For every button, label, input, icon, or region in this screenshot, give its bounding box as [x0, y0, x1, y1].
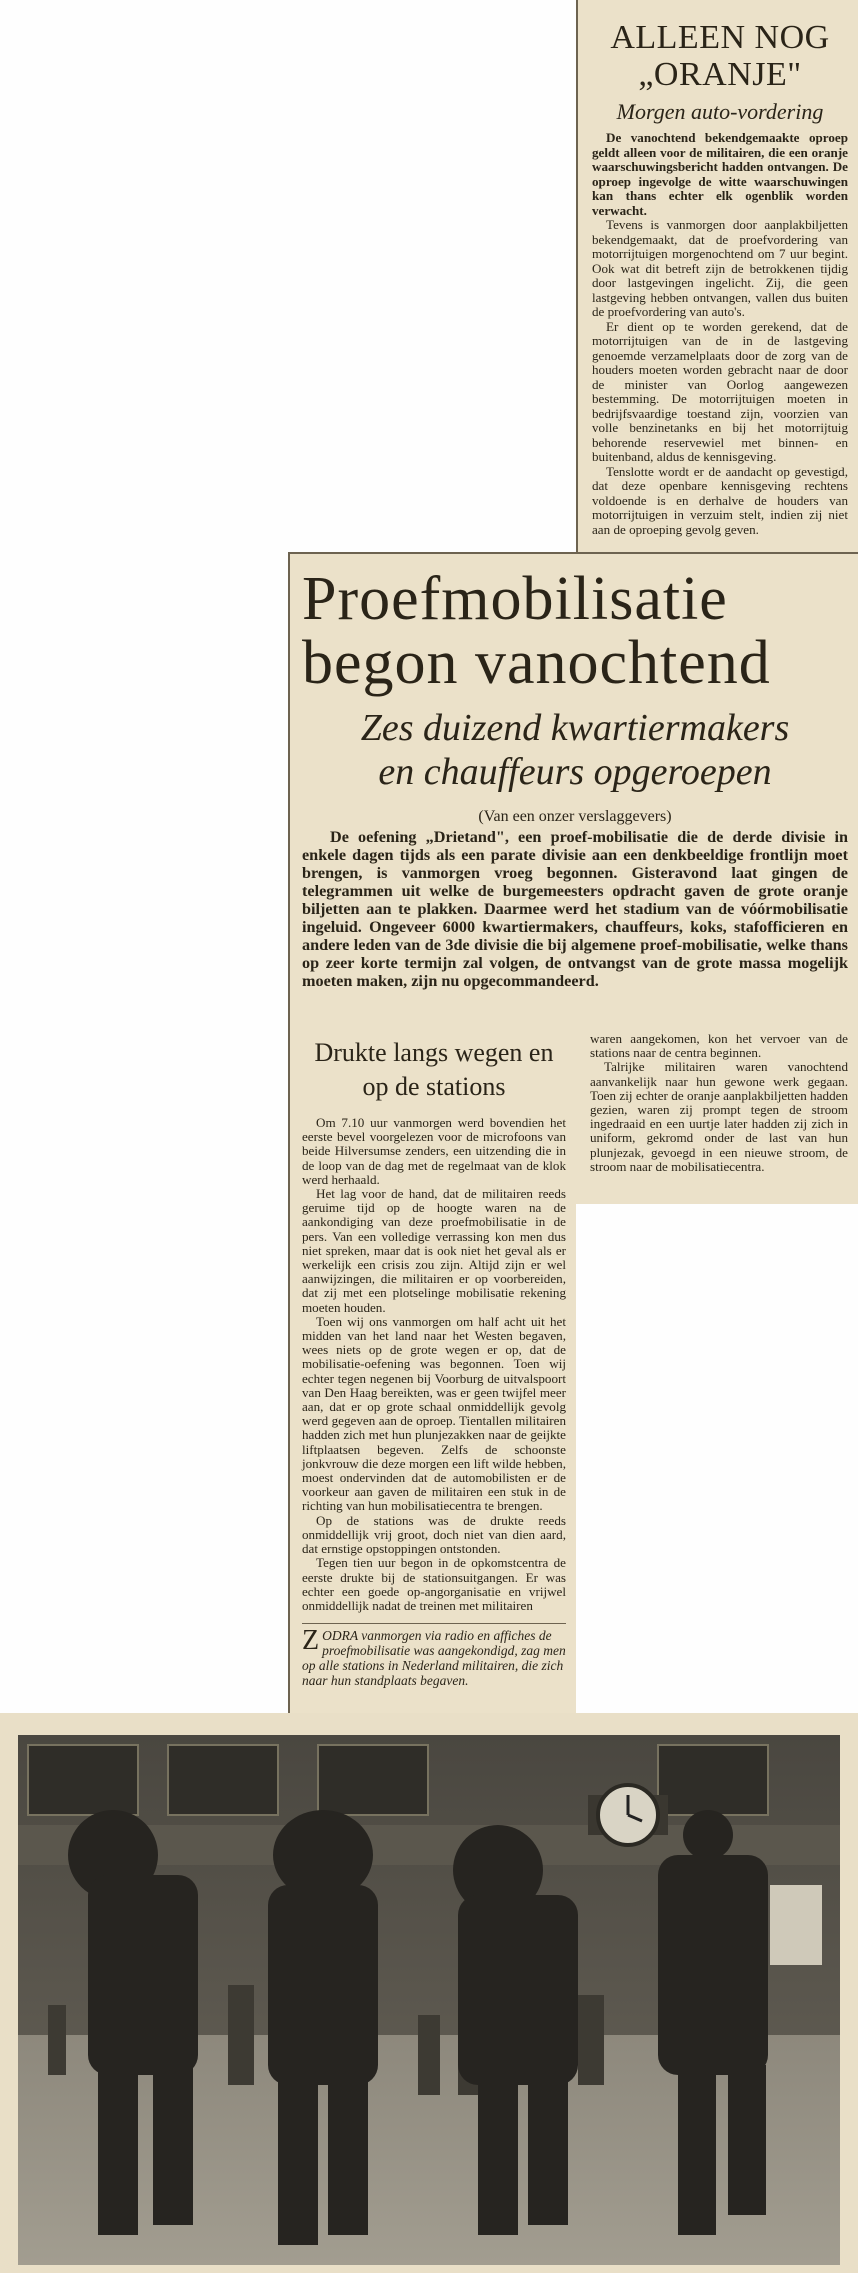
article-subtitle-line2: en chauffeurs opgeroepen — [378, 751, 772, 793]
article-paragraph: Tegen tien uur begon in de opkomstcentra de eerste drukte bij de stationsuitgangen. Er was echter een goede op-angorganisatie en vrijwel onmiddellijk nadat de treinen met militairen — [302, 1555, 566, 1613]
article-subhead — [302, 1036, 566, 1104]
article-subhead-line1: Drukte langs wegen en — [314, 1038, 554, 1067]
article-lead — [302, 828, 848, 990]
sidebar-headline-line1: ALLEEN NOG — [610, 19, 830, 56]
article-title-line1: Proefmobilisatie — [302, 565, 728, 633]
sidebar-paragraph: De vanochtend bekendgemaakte oproep geldt alleen voor de militairen, die een oranje waarschuwingsbericht hadden ontvangen. De oproep ingevolge de witte waarschuwingen kan thans echter elk ogenblik worden verwacht. — [592, 130, 848, 218]
photo-frame — [0, 1713, 858, 2273]
article-paragraph: Het lag voor de hand, dat de militairen reeds geruime tijd op de hoogte waren na de aankondiging van deze proefmobilisatie in de pers. Van een volledige verrassing kon men dus niet spreken, maar dat is ook niet het geval als er werkelijk een crisis zou zijn. Altijd zijn er wel aanwijzingen, die militairen er op voorbereiden, dat zij met een plotselinge mobilisatie rekening moeten houden. — [302, 1186, 566, 1315]
caption-text: ODRA vanmorgen via radio en affiches de proefmobilisatie was aangekondigd, zag men op alle stations in Nederland militairen, die zich naar hun standplaats begaven. — [302, 1628, 566, 1689]
sidebar-paragraph: Er dient op te worden gerekend, dat de motorrijtuigen van de in de lastgeving genoemde verzamelplaats door de zorg van de houders moeten worden gebracht naar de door de minister van Oorlog aangewezen bestemming. De motorrijtuigen moeten in bedrijfsvaardige toestand zijn, voorzien van volle benzinetanks en bij het motorrijtuig behorende reservewiel met binnen- en buitenband, aldus de kennisgeving. — [592, 318, 848, 465]
article-paragraph: Om 7.10 uur vanmorgen werd bovendien het eerste bevel voorgelezen voor de microfoons van beide Hilversumse zenders, een uitzending die in de loop van de dag met de regelmaat van de klok werd herhaald. — [302, 1115, 566, 1187]
sidebar-headline-line2: „ORANJE" — [638, 55, 802, 93]
article-title-line2: begon vanochtend — [302, 629, 771, 697]
sidebar-paragraph: Tevens is vanmorgen door aanplakbiljetten bekendgemaakt, dat de proefvordering van motorrijtuigen morgenochtend om 7 uur begint. Ook wat dit betreft zijn de betrokkenen tijdig door lastgevingen ingelicht. Zij, die geen lastgeving hebben ontvangen, vallen dus buiten de proefvordering van auto's. — [592, 217, 848, 320]
map-board — [770, 1885, 822, 1965]
article-right-body — [590, 1032, 848, 1174]
article-subtitle — [302, 706, 848, 794]
article-paragraph: Toen wij ons vanmorgen om half acht uit het midden van het land naar het Westen begaven, wees niets op de grote wegen er op, dat de mobilisatie-oefening was begonnen. Toen wij echter tegen negenen bij Voorburg de uitvalspoort van Den Haag bereikten, was er geen twijfel meer aan, dat er op grote schaal onmiddellijk gevolg werd gegeven aan de oproep. Tientallen militairen hadden zich met hun plunjezakken naar de geijkte liftplaatsen begeven. Zelfs de schoonste jonkvrouw die deze morgen een lift wilde hebben, moest ondervinden dat de automobilisten er de voorkeur aan gaven de militairen een stuk in de richting van hun mobilisatiecentra te brengen. — [302, 1313, 566, 1514]
article-subhead-line2: op de stations — [362, 1072, 506, 1101]
article-byline: (Van een onzer verslaggevers) — [478, 808, 672, 825]
photo-caption — [302, 1623, 566, 1688]
article-left-column — [288, 1028, 576, 1718]
sidebar-paragraph: Tenslotte wordt er de aandacht op gevestigd, dat deze openbare kennisgeving rechtens voldoende is en derhalve de houders van motorrijtuigen in verzuim stelt, indien zij niet aan de oproeping gevolg geven. — [592, 463, 848, 537]
article-subtitle-line1: Zes duizend kwartiermakers — [360, 707, 790, 749]
station-photo — [18, 1735, 840, 2265]
article-left-body — [302, 1116, 566, 1613]
caption-drop-cap: Z — [302, 1625, 320, 1657]
sidebar-article — [576, 0, 858, 552]
article-paragraph: Talrijke militairen waren vanochtend aanvankelijk naar hun gewone werk gegaan. Toen zij echter de oranje aanplakbiljetten hadden gezien, waren zij prompt tegen de stroom ingedraaid en een uurtje later hadden zij zich in uniform, gekromd onder de last van hun plunjezak, gevoegd in een nieuwe stroom, de stroom naar de mobilisatiecentra. — [590, 1059, 848, 1174]
article-right-column — [576, 1028, 858, 1204]
sidebar-subheadline: Morgen auto-vordering — [616, 99, 824, 125]
article-lead-paragraph: De oefening „Drietand", een proef-mobilisatie die de derde divisie in enkele dagen tijds als een parate divisie aan een denkbeeldige frontlijn moet brengen, is vanmorgen vroeg begonnen. Gisteravond laat gingen de telegrammen uit welke de burgemeesters opdracht gaven de grote oranje biljetten aan te plakken. Daarmee werd het stadium van de vóórmobilisatie ingeluid. Ongeveer 6000 kwartiermakers, chauffeurs, koks, stafofficieren en andere leden van de 3de divisie die bij algemene proef-mobilisatie, welke thans op zeer korte termijn zal volgen, de ontvangst van de grote massa mogelijk moeten maken, zijn nu opgecommandeerd. — [302, 828, 848, 990]
article-paragraph: Op de stations was de drukte reeds onmiddellijk vrij groot, doch niet van dien aard, dat ernstige opstoppingen ontstonden. — [302, 1512, 566, 1557]
sidebar-body — [592, 131, 848, 537]
article-paragraph: waren aangekomen, kon het vervoer van de stations naar de centra beginnen. — [590, 1031, 848, 1061]
